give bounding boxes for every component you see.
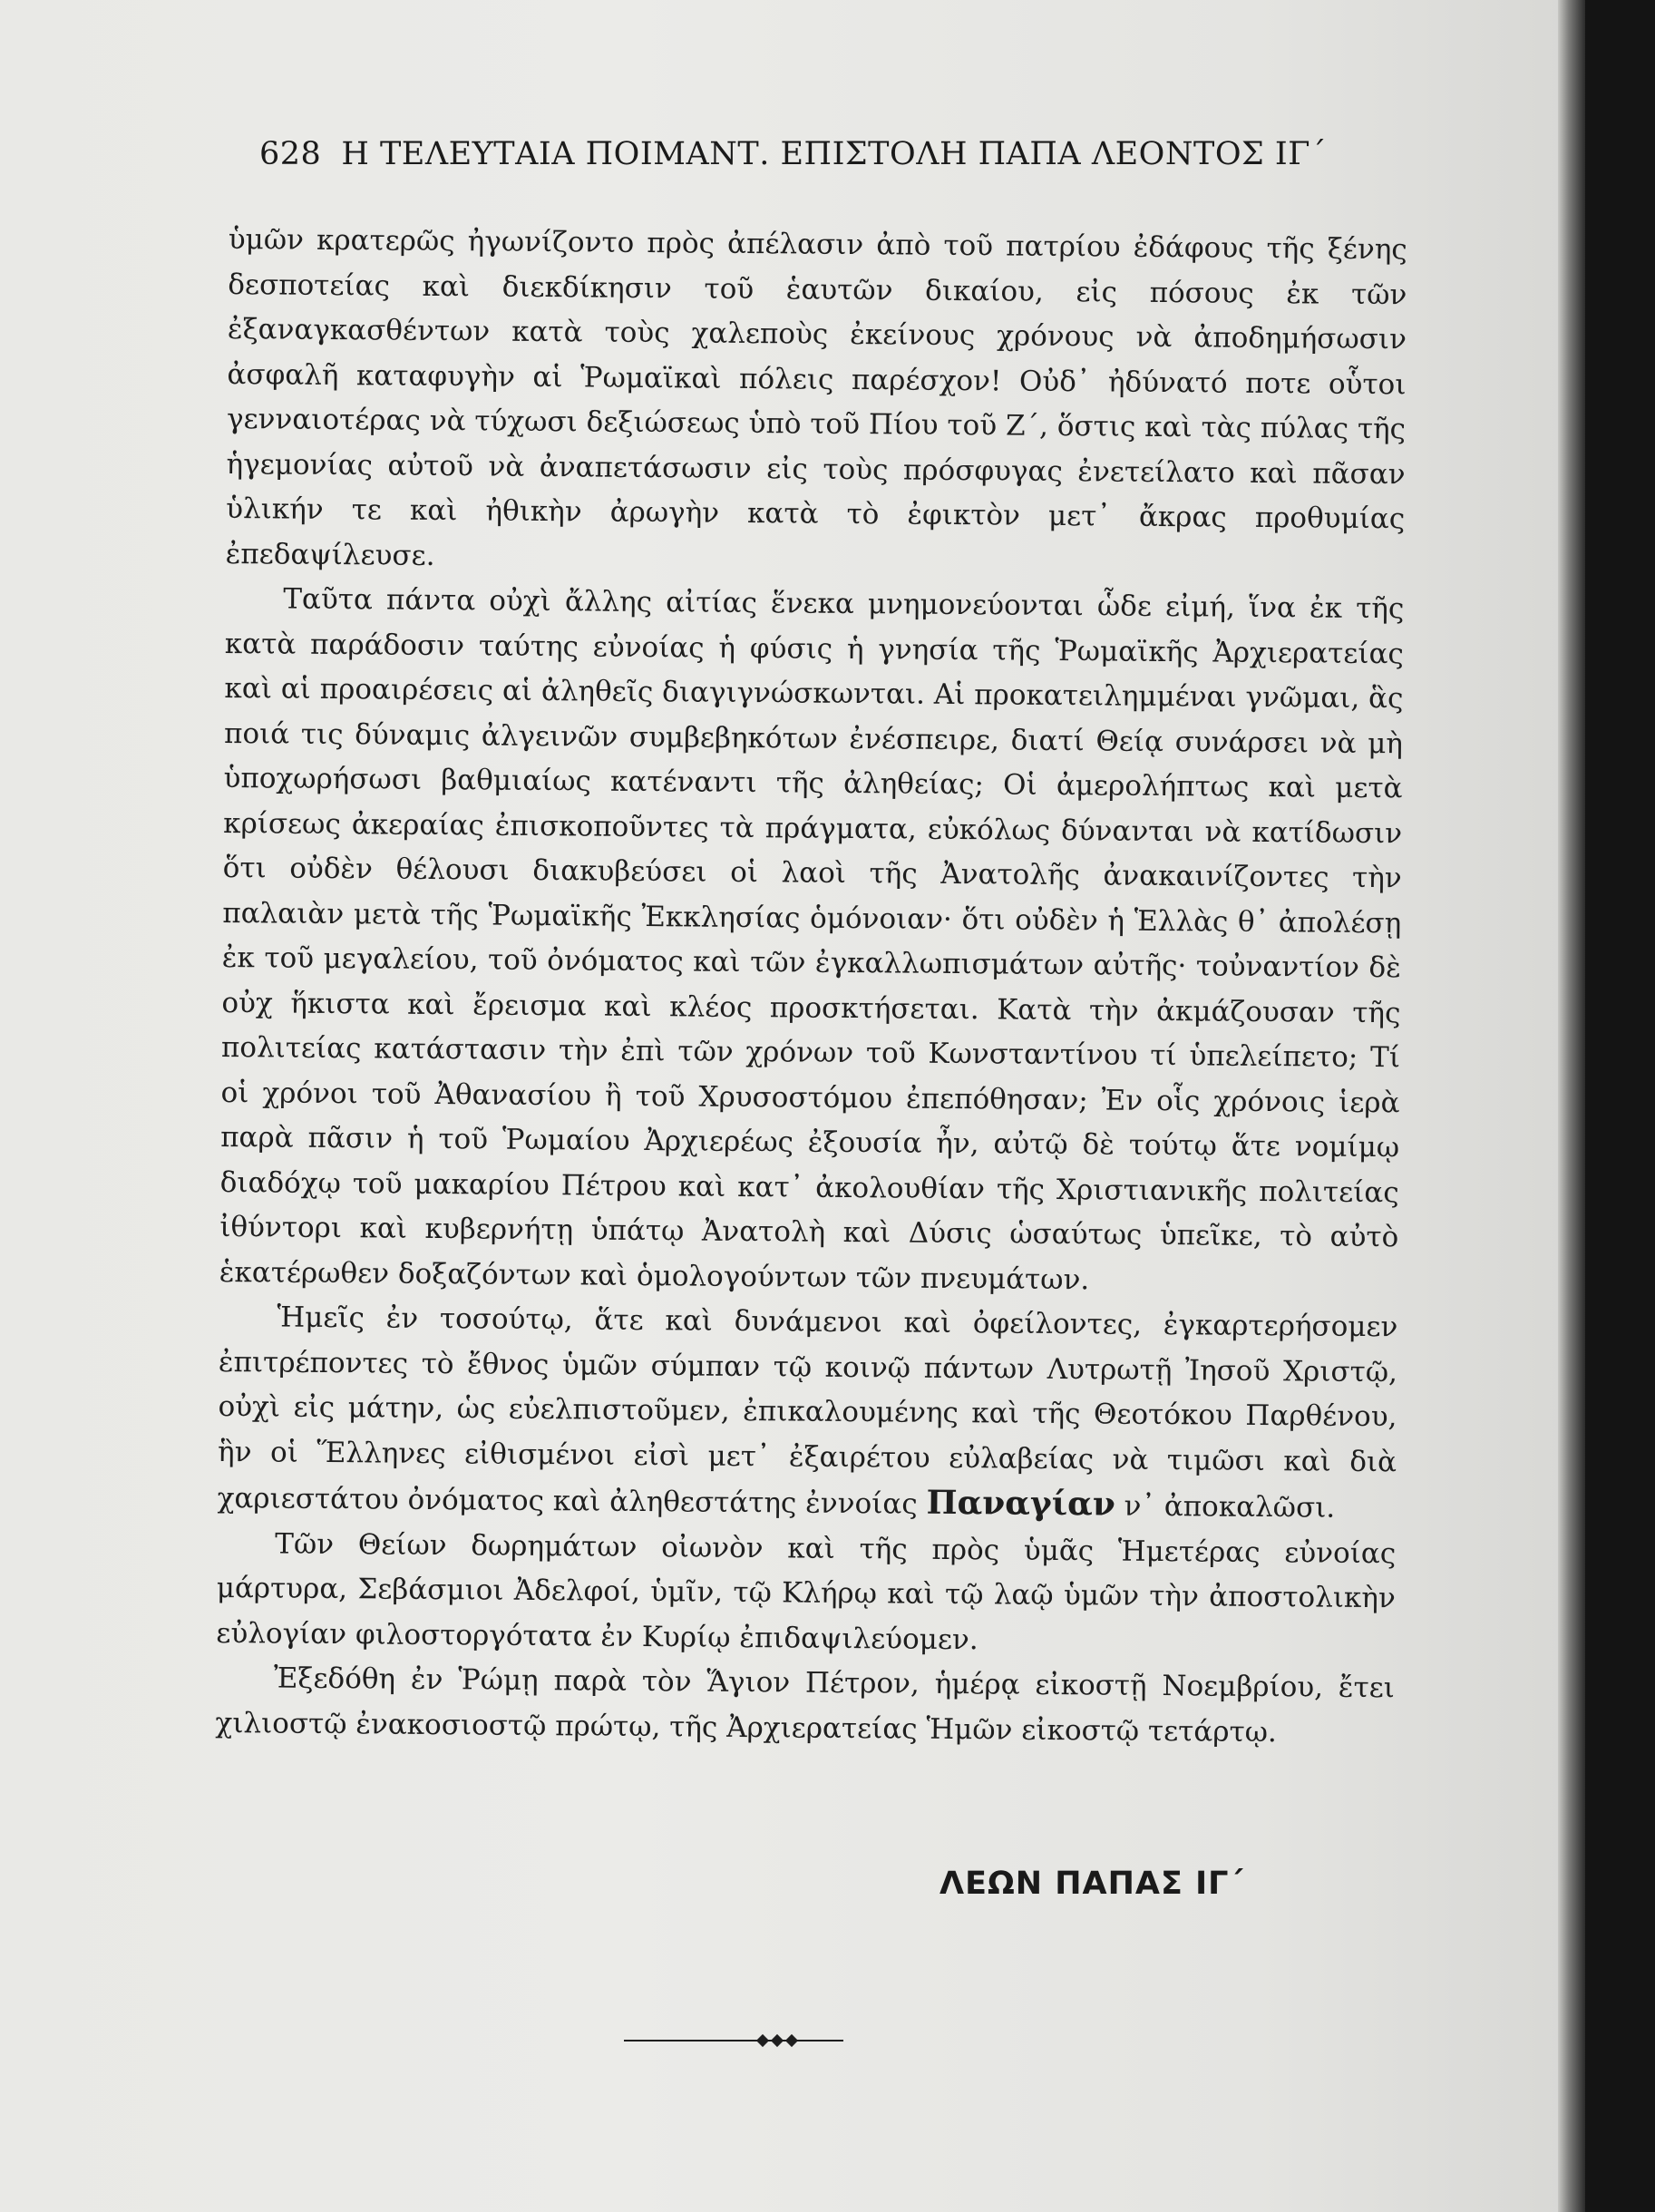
ornament-dot: [771, 2034, 784, 2047]
paragraph-3-text: Ἡμεῖς ἐν τοσούτῳ, ἅτε καὶ δυνάμενοι καὶ ὀφείλοντες, ἐγκαρτερήσομεν ἐπιτρέποντες τὸ ἔθνος ὑμῶν σύμπαν τῷ κοινῷ πάντων Λυτρωτῇ Ἰησοῦ Χριστῷ, οὐχὶ εἰς μάτην, ὡς εὐελπιστοῦμεν, ἐπικαλουμένης καὶ τῆς Θεοτόκου Παρθένου, ἣν οἱ Ἕλληνες εἰθισμένοι εἰσὶ μετ᾽ ἐξαιρέτου εὐλαβείας νὰ τιμῶσι καὶ διὰ χαριεστάτου ὀνόματος καὶ ἀληθεστάτης ἐννοίας: [217, 1301, 1398, 1521]
signature: ΛΕΩΝ ΠΑΠΑΣ ΙΓ΄: [939, 1866, 1244, 1902]
emphasized-word: Παναγίαν: [926, 1483, 1115, 1524]
paragraph-3: [217, 1295, 1397, 1532]
ornament-line: [624, 2040, 843, 2041]
ornament-dot: [756, 2034, 769, 2047]
scan-border: [1585, 0, 1655, 2212]
paragraph-1: ὑμῶν κρατερῶς ἠγωνίζοντο πρὸς ἀπέλασιν ἀπὸ τοῦ πατρίου ἐδάφους τῆς ξένης δεσποτείας καὶ διεκδίκησιν τοῦ ἑαυτῶν δικαίου, εἰς πόσους ἐκ τῶν ἐξαναγκασθέντων κατὰ τοὺς χαλεποὺς ἐκείνους χρόνους νὰ ἀποδημήσωσιν ἀσφαλῆ καταφυγὴν αἱ Ῥωμαϊκαὶ πόλεις παρέσχον! Οὐδ᾽ ἠδύνατό ποτε οὗτοι γενναιοτέρας νὰ τύχωσι δεξιώσεως ὑπὸ τοῦ Πίου τοῦ Ζ΄, ὅστις καὶ τὰς πύλας τῆς ἡγεμονίας αὐτοῦ νὰ ἀναπετάσωσιν εἰς τοὺς πρόσφυγας ἐνετείλατο καὶ πᾶσαν ὑλικήν τε καὶ ἠθικὴν ἀρωγὴν κατὰ τὸ ἐφικτὸν μετ᾽ ἄκρας προθυμίας ἐπεδαψίλευσε.: [225, 222, 1407, 572]
ornament-dot: [785, 2034, 798, 2047]
paragraph-3-end: ν᾽ ἀποκαλῶσι.: [1115, 1489, 1336, 1525]
running-header: [259, 136, 1411, 172]
running-title: Η ΤΕΛΕΥΤΑΙΑ ΠΟΙΜΑΝΤ. ΕΠΙΣΤΟΛΗ ΠΑΠΑ ΛΕΟΝΤΟΣ ΙΓ΄: [341, 136, 1328, 172]
body-text: [215, 218, 1407, 1756]
page-edge-shadow: [1558, 0, 1585, 2212]
paragraph-2: Ταῦτα πάντα οὐχὶ ἄλλης αἰτίας ἕνεκα μνημονεύονται ὧδε εἰμή, ἵνα ἐκ τῆς κατὰ παράδοσιν ταύτης εὐνοίας ἡ φύσις ἡ γνησία τῆς Ῥωμαϊκῆς Ἀρχιερατείας καὶ αἱ προαιρέσεις αἱ ἀληθεῖς διαγιγνώσκωνται. Αἱ προκατειλημμέναι γνῶμαι, ἃς ποιά τις δύναμις ἀλγεινῶν συμβεβηκότων ἐνέσπειρε, διατί Θείᾳ συνάρσει νὰ μὴ ὑποχωρήσωσι βαθμιαίως κατέναντι τῆς ἀληθείας; Οἱ ἀμερολήπτως καὶ μετὰ κρίσεως ἀκεραίας ἐπισκοποῦντες τὰ πράγματα, εὐκόλως δύνανται νὰ κατίδωσιν ὅτι οὐδὲν θέλουσι διακυβεύσει οἱ λαοὶ τῆς Ἀνατολῆς ἀνακαινίζοντες τὴν παλαιὰν μετὰ τῆς Ῥωμαϊκῆς Ἐκκλησίας ὁμόνοιαν· ὅτι οὐδὲν ἡ Ἑλλὰς θ᾽ ἀπολέσῃ ἐκ τοῦ μεγαλείου, τοῦ ὀνόματος καὶ τῶν ἐγκαλλωπισμάτων αὐτῆς· τοὐναντίον δὲ οὐχ ἥκιστα καὶ ἔρεισμα καὶ κλέος προσκτήσεται. Κατὰ τὴν ἀκμάζουσαν τῆς πολιτείας κατάστασιν τὴν ἐπὶ τῶν χρόνων τοῦ Κωνσταντίνου τί ὑπελείπετο; Τί οἱ χρόνοι τοῦ Ἀθανασίου ἢ τοῦ Χρυσοστόμου ἐπεπόθησαν; Ἐν οἷς χρόνοις ἱερὰ παρὰ πᾶσιν ἡ τοῦ Ῥωμαίου Ἀρχιερέως ἐξουσία ἦν, αὐτῷ δὲ τούτῳ ἅτε νομίμῳ διαδόχῳ τοῦ μακαρίου Πέτρου καὶ κατ᾽ ἀκολουθίαν τῆς Χριστιανικῆς πολιτείας ἰθύντορι καὶ κυβερνήτῃ ὑπάτῳ Ἀνατολὴ καὶ Δύσις ὡσαύτως ὑπεῖκε, τὸ αὐτὸ ἑκατέρωθεν δοξαζόντων καὶ ὁμολογούντων τῶν πνευμάτων.: [219, 582, 1405, 1296]
page-number: 628: [259, 136, 322, 172]
paragraph-4: Τῶν Θείων δωρημάτων οἰωνὸν καὶ τῆς πρὸς ὑμᾶς Ἡμετέρας εὐνοίας μάρτυρα, Σεβάσμιοι Ἀδελφοί, ὑμῖν, τῷ Κλήρῳ καὶ τῷ λαῷ ὑμῶν τὴν ἀποστολικὴν εὐλογίαν φιλοστοργότατα ἐν Κυρίῳ ἐπιδαψιλεύομεν.: [216, 1527, 1397, 1656]
end-ornament: [624, 2032, 843, 2050]
paragraph-5: Ἐξεδόθη ἐν Ῥώμῃ παρὰ τὸν Ἅγιον Πέτρον, ἡμέρᾳ εἰκοστῇ Νοεμβρίου, ἔτει χιλιοστῷ ἐνακοσιοστῷ πρώτῳ, τῆς Ἀρχιερατείας Ἡμῶν εἰκοστῷ τετάρτῳ.: [215, 1661, 1396, 1749]
